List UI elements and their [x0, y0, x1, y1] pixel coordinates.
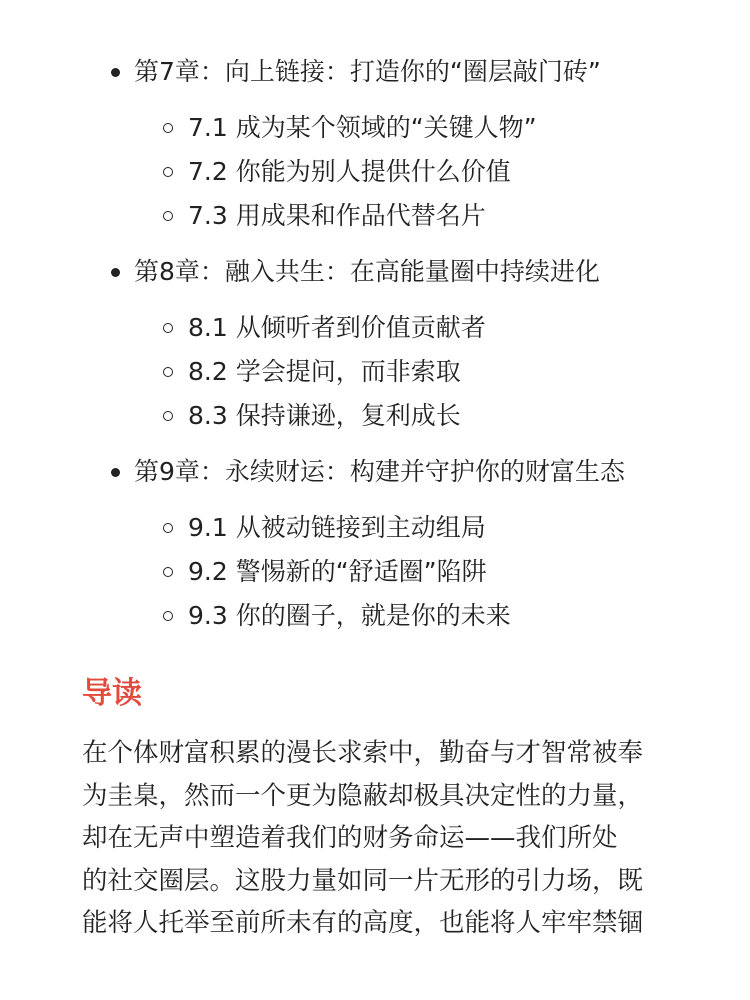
intro-paragraph — [82, 732, 682, 945]
section-title: 7.1 成为某个领域的“关键人物” — [188, 113, 537, 142]
ring-bullet-icon — [163, 323, 173, 333]
section-title: 9.3 你的圈子，就是你的未来 — [188, 601, 511, 630]
ring-bullet-icon — [163, 523, 173, 533]
section-list — [134, 506, 750, 638]
section-item — [0, 194, 750, 238]
chapter-8 — [0, 250, 750, 438]
section-item — [0, 106, 750, 150]
chapter-title: 第7章：向上链接：打造你的“圈层敲门砖” — [134, 57, 601, 86]
ring-bullet-icon — [163, 411, 173, 421]
chapter-9 — [0, 450, 750, 638]
section-title: 9.1 从被动链接到主动组局 — [188, 513, 486, 542]
section-item — [0, 394, 750, 438]
ring-bullet-icon — [163, 567, 173, 577]
bullet-icon — [111, 468, 120, 477]
ring-bullet-icon — [163, 367, 173, 377]
ring-bullet-icon — [163, 167, 173, 177]
intro-line: 在个体财富积累的漫长求索中，勤奋与才智常被奉 — [82, 738, 644, 768]
chapter-7 — [0, 50, 750, 238]
section-item — [0, 506, 750, 550]
section-title: 9.2 警惕新的“舒适圈”陷阱 — [188, 557, 487, 586]
section-list — [134, 106, 750, 238]
intro-heading: 导读 — [82, 676, 142, 711]
intro-line: 的社交圈层。这股力量如同一片无形的引力场，既 — [82, 865, 644, 896]
section-title: 8.2 学会提问，而非索取 — [188, 357, 461, 386]
intro-line: 却在无声中塑造着我们的财务命运——我们所处 — [82, 823, 618, 853]
section-item — [0, 306, 750, 350]
intro-line: 为圭臬，然而一个更为隐蔽却极具决定性的力量， — [82, 780, 644, 811]
table-of-contents — [0, 50, 750, 650]
ring-bullet-icon — [163, 611, 173, 621]
section-title: 8.1 从倾听者到价值贡献者 — [188, 313, 486, 342]
section-title: 8.3 保持谦逊，复利成长 — [188, 401, 461, 430]
chapter-title: 第9章：永续财运：构建并守护你的财富生态 — [134, 457, 625, 486]
section-item — [0, 594, 750, 638]
section-list — [134, 306, 750, 438]
section-item — [0, 150, 750, 194]
bullet-icon — [111, 68, 120, 77]
section-item — [0, 550, 750, 594]
bullet-icon — [111, 268, 120, 277]
intro-line: 能将人托举至前所未有的高度，也能将人牢牢禁锢 — [82, 908, 644, 938]
section-item — [0, 350, 750, 394]
ring-bullet-icon — [163, 211, 173, 221]
chapter-title: 第8章：融入共生：在高能量圈中持续进化 — [134, 257, 600, 286]
section-title: 7.2 你能为别人提供什么价值 — [188, 157, 511, 186]
ring-bullet-icon — [163, 123, 173, 133]
section-title: 7.3 用成果和作品代替名片 — [188, 201, 486, 230]
